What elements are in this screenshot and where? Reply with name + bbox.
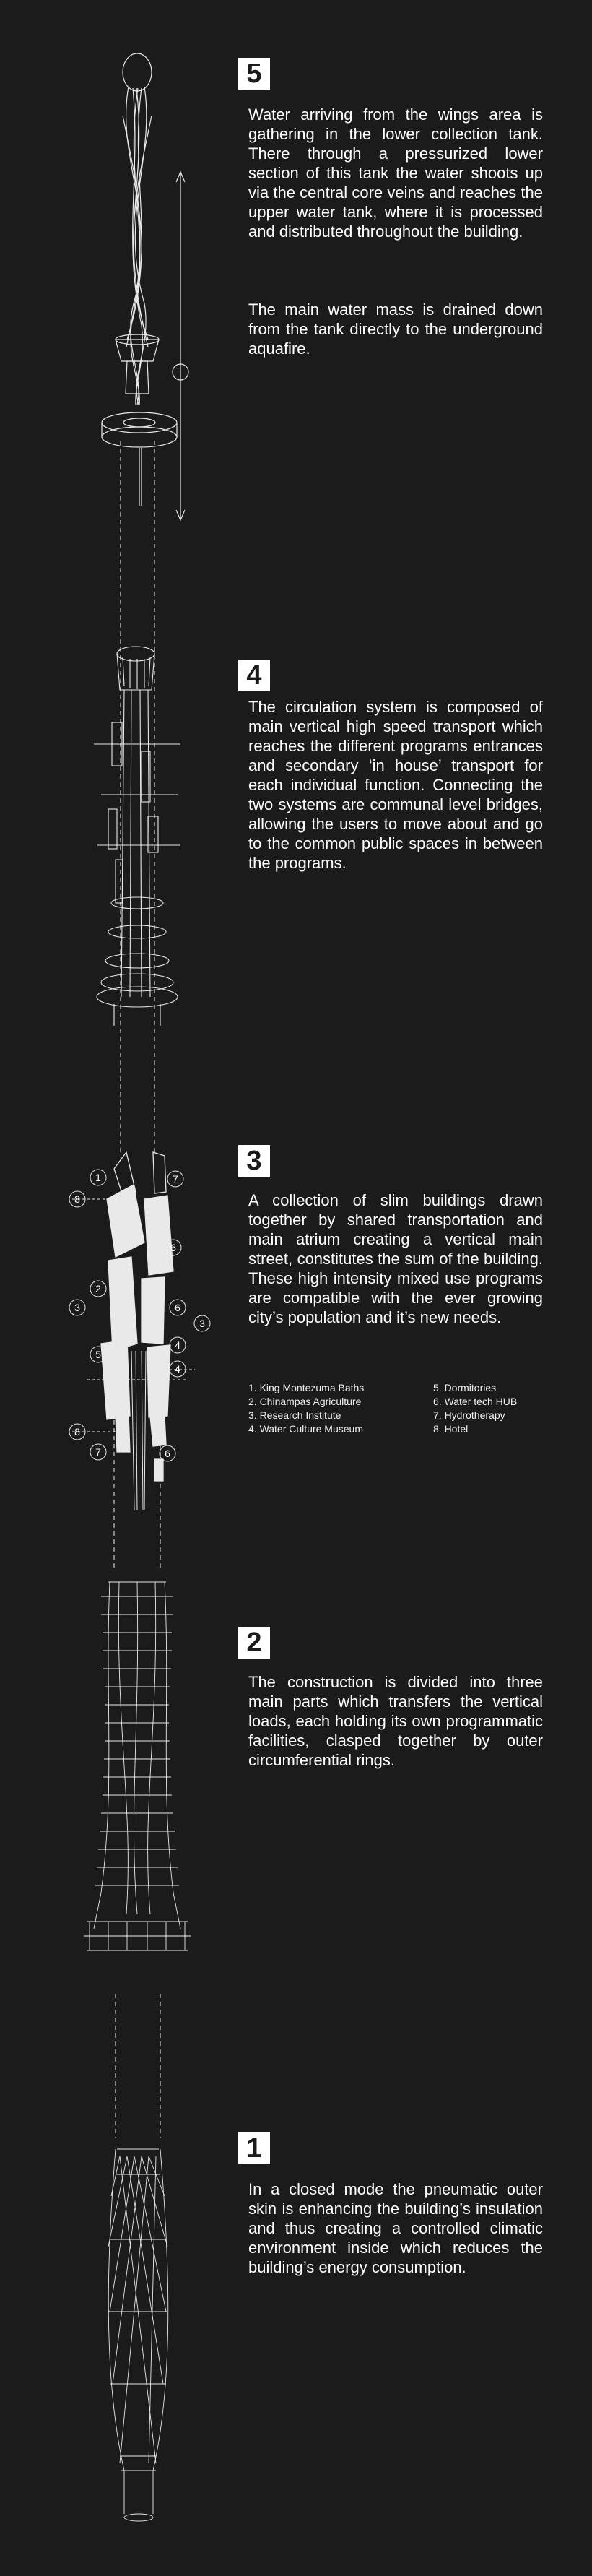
legend-item: 6. Water tech HUB <box>433 1396 518 1407</box>
callout <box>170 1361 186 1377</box>
svg-text:3: 3 <box>74 1302 80 1313</box>
svg-text:7: 7 <box>95 1446 101 1458</box>
section-number-badge: 4 <box>238 660 270 691</box>
legend-column-left <box>248 1381 364 1436</box>
section-description: The main water mass is drained down from the tank directly to the underground aquafire. <box>248 301 543 358</box>
callout <box>69 1300 85 1315</box>
section-description: A collection of slim buildings drawn together by shared transportation and main atrium creating a vertical main street, constitutes the sum of the building. These high intensity mixed use programs are compatible with the ever growing city’s population and it’s new needs. <box>248 1191 543 1326</box>
legend-item: 8. Hotel <box>433 1423 469 1435</box>
legend-item: 2. Chinampas Agriculture <box>248 1396 362 1407</box>
callout <box>90 1444 106 1460</box>
svg-text:4: 4 <box>175 1363 180 1375</box>
circulation-drawing <box>94 647 180 1026</box>
section-description: The construction is divided into three main parts which transfers the vertical loads, each holding its own programmatic facilities, clasped together by outer circumferential rings. <box>248 1673 543 1769</box>
section-number-badge: 3 <box>238 1145 270 1177</box>
svg-text:6: 6 <box>170 1242 176 1253</box>
legend-item: 1. King Montezuma Baths <box>248 1382 365 1393</box>
section-number-badge: 1 <box>238 2132 270 2164</box>
svg-text:8: 8 <box>74 1426 80 1438</box>
legend-column-right <box>433 1381 517 1436</box>
programs-drawing <box>72 1152 195 1510</box>
svg-text:3: 3 <box>199 1318 205 1329</box>
callout <box>90 1170 106 1185</box>
callout <box>170 1337 186 1353</box>
svg-text:6: 6 <box>165 1448 170 1459</box>
legend-item: 3. Research Institute <box>248 1409 341 1421</box>
svg-text:2: 2 <box>95 1283 101 1295</box>
section-description: The circulation system is composed of main vertical high speed transport which reaches the different programs entrances and secondary ‘in house’ transport for each individual function. Connecting the two systems are communal level bridges, allowing the users to move about and go to the common public spaces in between the programs. <box>248 698 543 872</box>
legend-item: 5. Dormitories <box>433 1382 497 1393</box>
callout <box>167 1171 183 1187</box>
section-number-badge: 5 <box>238 58 270 90</box>
section-description: Water arriving from the wings area is gathering in the lower collection tank. There through a pressurized lower section of this tank the water shoots up via the central core veins and reaches the upper water tank, where it is processed and distributed throughout the building. <box>248 105 543 241</box>
section-description: In a closed mode the pneumatic outer skin is enhancing the building’s insulation and thus creating a controlled climatic environment inside which reduces the building’s energy consumption. <box>248 2180 543 2276</box>
svg-text:6: 6 <box>175 1302 180 1313</box>
section-number-badge: 2 <box>238 1627 270 1659</box>
svg-text:5: 5 <box>95 1349 101 1360</box>
water-system-drawing <box>102 53 188 520</box>
svg-text:4: 4 <box>175 1339 180 1351</box>
legend-item: 4. Water Culture Museum <box>248 1423 363 1435</box>
svg-text:8: 8 <box>74 1193 80 1205</box>
callout <box>160 1445 175 1461</box>
program-callouts <box>69 1170 210 1461</box>
legend-item: 7. Hydrotherapy <box>433 1409 505 1421</box>
callout <box>90 1281 106 1297</box>
svg-text:7: 7 <box>173 1173 178 1185</box>
svg-text:1: 1 <box>95 1172 101 1183</box>
structure-drawing <box>84 1582 191 1950</box>
callout <box>194 1315 210 1331</box>
outer-skin-drawing <box>108 2149 168 2521</box>
callout <box>170 1300 186 1315</box>
